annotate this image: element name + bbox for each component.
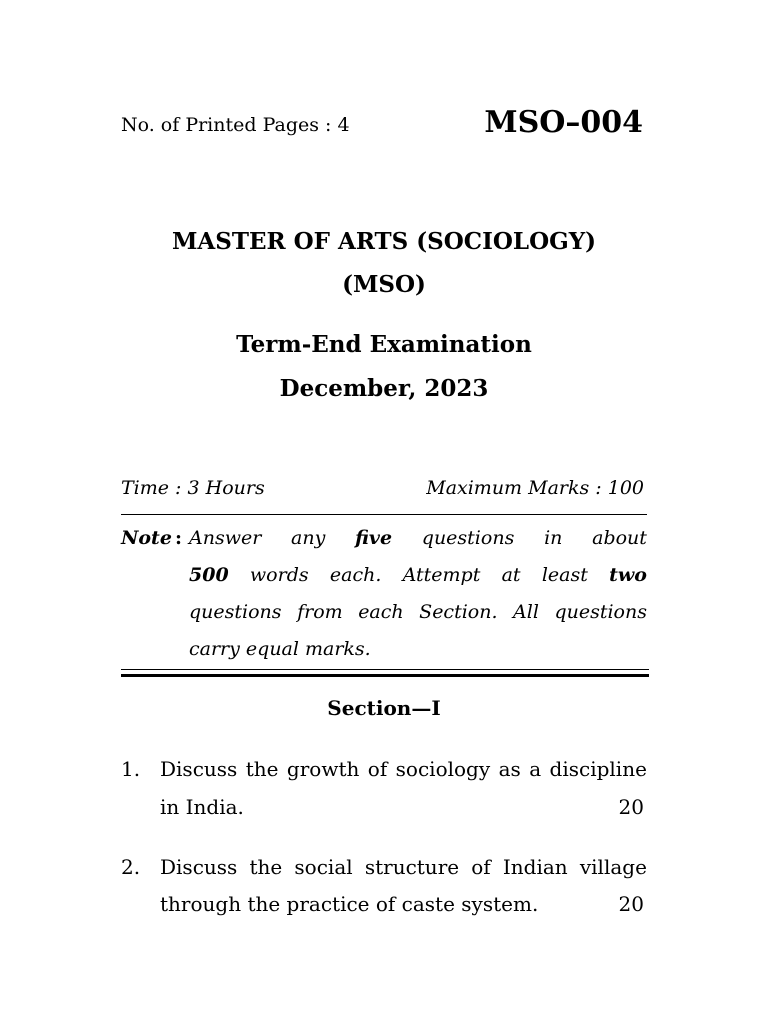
question-marks: 20 [618,892,644,916]
degree-abbreviation: (MSO) [342,271,426,298]
note-word-emphasis: 500 [189,564,229,586]
question-text-line-2: through the practice of caste system. [160,892,539,916]
note-word: in [544,527,563,549]
question-word: social [294,855,353,879]
question-word: Discuss [160,855,238,879]
divider [121,514,647,515]
question-word: of [471,855,491,879]
note-word: Section. [419,601,498,623]
note-word: All [513,601,539,623]
degree-title: MASTER OF ARTS (SOCIOLOGY) [171,228,597,255]
exam-date: December, 2023 [279,375,489,402]
note-word: least [541,564,588,586]
question-word: as [498,757,521,781]
question-word: Discuss [160,757,238,781]
question-word: structure [364,855,460,879]
note-word: any [291,527,326,549]
question-word: the [245,757,279,781]
double-rule-bottom [121,674,649,677]
note-word: each [358,601,404,623]
note-line-3 [189,601,647,623]
printed-pages: No. of Printed Pages : 4 [121,114,350,136]
exam-title: Term-End Examination [236,331,532,358]
note-word: questions [554,601,647,623]
question-number: 1. [121,757,141,781]
note-word-emphasis: five [355,527,393,549]
note-word: at [501,564,521,586]
question-word: Indian [502,855,568,879]
note-word-emphasis: two [609,564,647,586]
note-word: Attempt [402,564,481,586]
question-text-line-2: in India. [160,795,244,819]
question-marks: 20 [618,795,644,819]
question-word: a [529,757,542,781]
question-text-line-1 [160,757,647,781]
question-number: 2. [121,855,141,879]
note-word: questions [189,601,282,623]
course-code: MSO–004 [484,105,643,140]
time-allowed: Time : 3 Hours [121,477,265,499]
note-word: questions [421,527,515,549]
question-word: the [249,855,283,879]
maximum-marks: Maximum Marks : 100 [426,477,644,499]
note-word: words [249,564,309,586]
question-word: sociology [395,757,491,781]
note-label: Note [121,527,172,549]
note-colon: : [175,527,183,549]
question-text-line-1 [160,855,647,879]
section-title: Section—I [327,696,441,720]
question-word: discipline [549,757,647,781]
question-word: growth [286,757,360,781]
question-word: village [579,855,647,879]
question-word: of [367,757,388,781]
note-line-1 [189,527,647,549]
note-word: Answer [189,527,262,549]
double-rule-top [121,669,649,670]
note-word: about [592,527,647,549]
note-line-4: carry equal marks. [189,638,371,660]
note-line-2 [189,564,647,586]
note-word: from [297,601,343,623]
note-word: each. [329,564,382,586]
